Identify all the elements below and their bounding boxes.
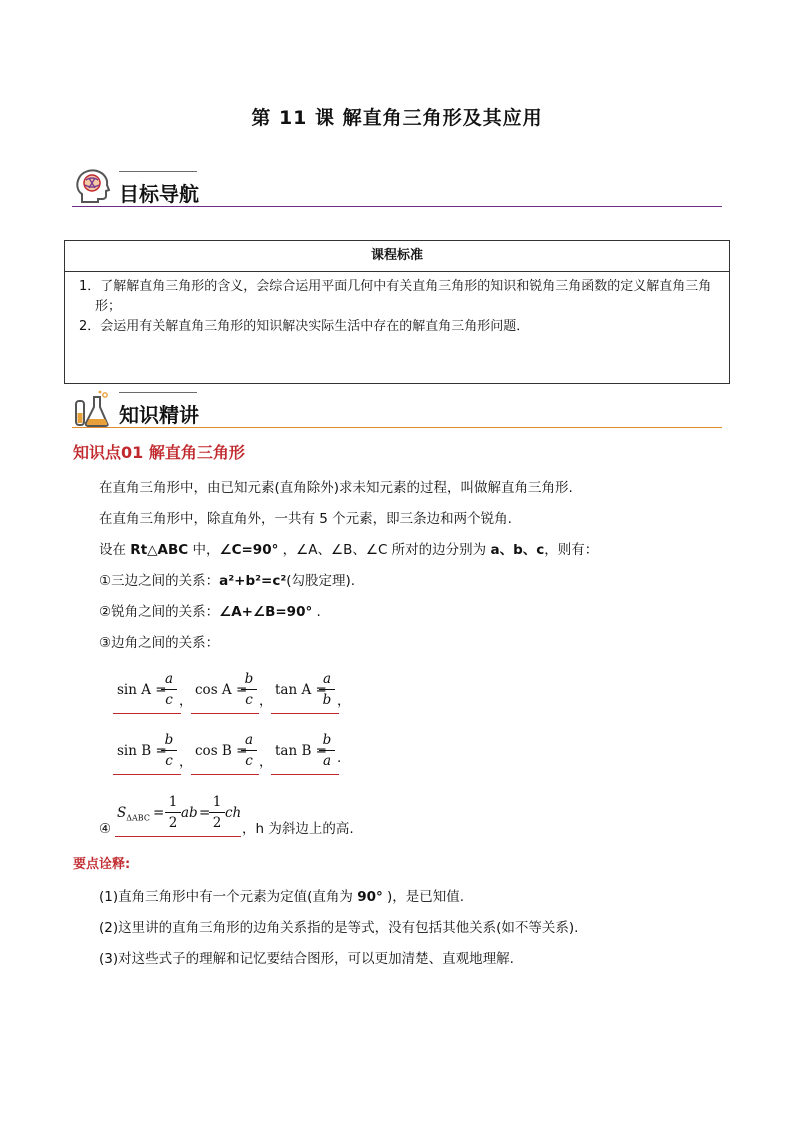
denominator: b <box>322 692 332 708</box>
formula-cell <box>115 792 241 837</box>
formula-cell <box>191 669 259 714</box>
brain-head-icon <box>72 166 112 206</box>
separator: ， <box>179 693 193 709</box>
numerator: b <box>161 730 177 751</box>
separator: . <box>337 750 342 766</box>
fraction <box>209 792 225 833</box>
note-item <box>99 885 464 905</box>
function-name: sin B = <box>117 743 167 759</box>
note-item: (3)对这些式子的理解和记忆要结合图形，可以更加清楚、直观地理解. <box>99 951 514 967</box>
text: ，则有： <box>544 542 599 558</box>
label: ②锐角之间的关系： <box>99 604 220 620</box>
function-name: tan B = <box>275 743 327 759</box>
numerator: a <box>161 669 177 690</box>
standard-item: 2．会运用有关解直角三角形的知识解决实际生活中存在的解直角三角形问题． <box>79 319 530 334</box>
area-label: ④ <box>99 821 112 837</box>
fraction <box>241 669 257 710</box>
label: ①三边之间的关系： <box>99 573 220 589</box>
note-item: (2)这里讲的直角三角形的边角关系指的是等式，没有包括其他关系(如不等关系). <box>99 920 579 936</box>
formula-cell <box>113 730 181 775</box>
text: )，是已知值. <box>382 889 465 905</box>
formula-cell <box>271 669 339 714</box>
lab-flask-icon <box>72 389 112 429</box>
fraction <box>241 730 257 771</box>
text: ，∠A、∠B、∠C 所对的边分别为 <box>278 542 491 558</box>
fraction <box>165 792 181 833</box>
standards-header: 课程标准 <box>65 241 730 272</box>
function-name: cos B = <box>195 743 248 759</box>
separator: ， <box>259 693 273 709</box>
section-title-goals: 目标导航 <box>119 182 199 206</box>
section-rule-knowledge <box>72 427 722 428</box>
fraction <box>319 730 335 771</box>
numerator: 1 <box>209 792 225 813</box>
numerator: a <box>241 730 257 751</box>
numerator: 1 <box>165 792 181 813</box>
text: . <box>312 604 321 620</box>
section-title-knowledge: 知识精讲 <box>119 403 199 427</box>
separator: ， <box>259 754 273 770</box>
separator: ， <box>337 693 351 709</box>
fraction <box>161 669 177 710</box>
variables: ch <box>225 805 242 821</box>
paragraph: 在直角三角形中，由已知元素(直角除外)求未知元素的过程，叫做解直角三角形. <box>99 480 573 496</box>
area-note: ，h 为斜边上的高. <box>242 821 354 837</box>
equals: = <box>153 805 165 821</box>
formula-cell <box>191 730 259 775</box>
standards-body <box>65 272 730 384</box>
page-title: 第 11 课 解直角三角形及其应用 <box>251 107 543 129</box>
section-rule-goals <box>72 206 722 207</box>
denominator: c <box>165 692 173 708</box>
denominator: a <box>322 753 332 769</box>
section-top-line <box>119 392 197 393</box>
denominator: 2 <box>168 815 178 831</box>
numerator: a <box>319 669 335 690</box>
text: (1)直角三角形中有一个元素为定值(直角为 <box>99 889 358 905</box>
function-name: tan A = <box>275 682 327 698</box>
standard-item: 1．了解解直角三角形的含义，会综合运用平面几何中有关直角三角形的知识和锐角三角函数的定义解直角三角形； <box>79 279 712 314</box>
text: 中， <box>188 542 220 558</box>
denominator: c <box>165 753 173 769</box>
standards-table <box>64 240 730 384</box>
function-name: cos A = <box>195 682 248 698</box>
text: a、b、c <box>490 542 545 558</box>
variables: ab <box>181 805 198 821</box>
denominator: c <box>245 753 253 769</box>
text: (勾股定理). <box>286 573 356 589</box>
fraction <box>161 730 177 771</box>
text: ∠C=90° <box>219 542 279 558</box>
relation-sides <box>99 571 355 591</box>
text: Rt△ABC <box>130 542 189 558</box>
paragraph: 在直角三角形中，除直角外，一共有 5 个元素，即三条边和两个锐角. <box>99 511 512 527</box>
relation-side-angle-label: ③边角之间的关系： <box>99 635 220 651</box>
formula-cell <box>271 730 342 775</box>
denominator: 2 <box>212 815 222 831</box>
formula: a²+b²=c² <box>219 573 287 589</box>
relation-angles <box>99 602 321 622</box>
separator: ， <box>179 754 193 770</box>
numerator: b <box>319 730 335 751</box>
area-symbol <box>117 805 150 823</box>
paragraph <box>99 540 598 560</box>
text: 设在 <box>99 542 131 558</box>
fraction <box>319 669 335 710</box>
area-formula <box>115 792 241 838</box>
function-name: sin A = <box>117 682 167 698</box>
section-top-line <box>119 171 197 172</box>
subscript: ΔABC <box>126 813 150 823</box>
notes-title: 要点诠释: <box>73 857 131 872</box>
formula-cell <box>113 669 181 714</box>
text: 90° <box>357 889 383 905</box>
formula: ∠A+∠B=90° <box>219 604 313 620</box>
knowledge-point-title: 知识点01 解直角三角形 <box>73 443 245 462</box>
text: S <box>117 805 127 821</box>
equals: = <box>199 805 211 821</box>
numerator: b <box>241 669 257 690</box>
denominator: c <box>245 692 253 708</box>
